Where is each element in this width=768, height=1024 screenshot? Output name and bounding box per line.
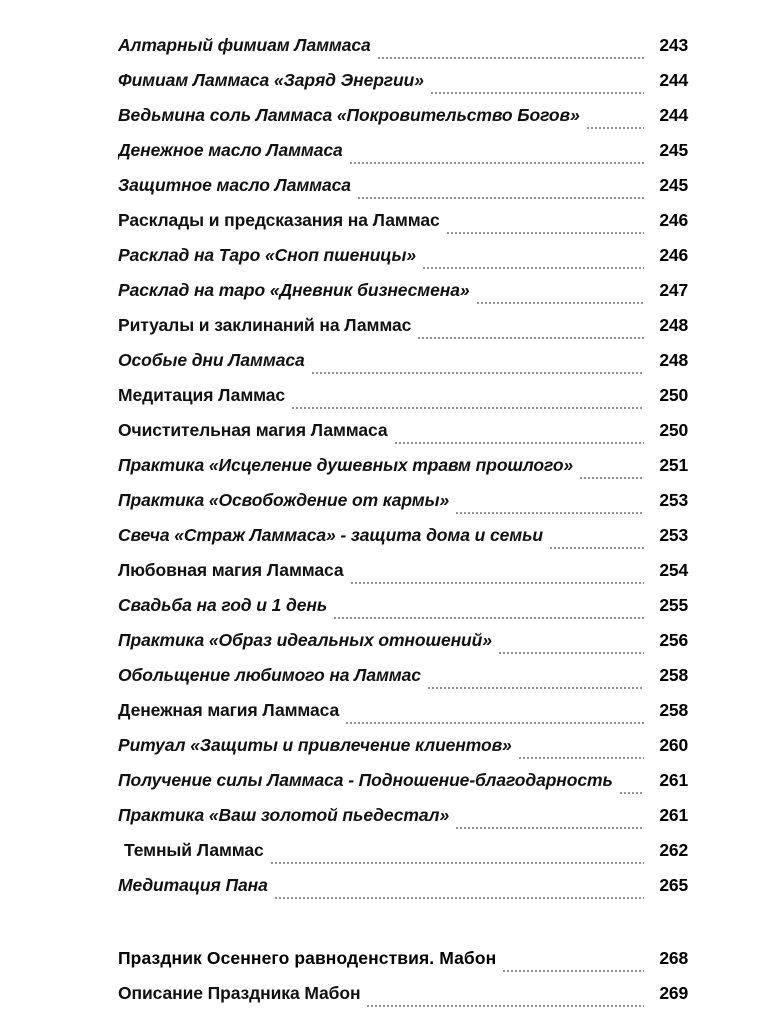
toc-dot-leader — [418, 326, 644, 343]
toc-entry-title: Очистительная магия Ламмаса — [118, 420, 388, 440]
toc-entry[interactable] — [118, 203, 688, 238]
toc-entry[interactable] — [118, 623, 688, 658]
toc-dot-leader — [395, 431, 644, 448]
toc-entry-page-number: 254 — [659, 560, 688, 580]
toc-entry[interactable] — [118, 693, 688, 728]
toc-entry-page-number: 243 — [659, 35, 688, 55]
toc-dot-leader — [275, 886, 644, 903]
toc-entry-page-number: 258 — [659, 665, 688, 685]
toc-entry[interactable] — [118, 518, 688, 553]
toc-entry-page-number: 255 — [659, 595, 688, 615]
toc-entry[interactable] — [118, 308, 688, 343]
toc-dot-leader — [499, 641, 644, 658]
toc-entry-title: Особые дни Ламмаса — [118, 350, 305, 370]
toc-dot-leader — [312, 361, 644, 378]
toc-entry-page-number: 250 — [659, 385, 688, 405]
toc-entry-title: Ритуал «Защиты и привлечение клиентов» — [118, 735, 512, 755]
toc-entry-page-number: 260 — [659, 735, 688, 755]
toc-entry-title: Защитное масло Ламмаса — [118, 175, 351, 195]
toc-dot-leader — [334, 606, 644, 623]
toc-entry-title: Медитация Пана — [118, 875, 268, 895]
toc-entry[interactable] — [118, 98, 688, 133]
toc-entry-title: Расклады и предсказания на Ламмас — [118, 210, 440, 230]
toc-entry[interactable] — [118, 728, 688, 763]
toc-entry-title: Расклад на Таро «Сноп пшеницы» — [118, 245, 416, 265]
toc-entry[interactable] — [118, 658, 688, 693]
toc-entry-title: Медитация Ламмас — [118, 385, 286, 405]
toc-entry-title: Практика «Образ идеальных отношений» — [118, 630, 492, 650]
toc-entry-page-number: 253 — [659, 525, 688, 545]
toc-entry-title: Любовная магия Ламмаса — [118, 560, 344, 580]
toc-dot-leader — [620, 781, 644, 798]
toc-entry-title: Свеча «Страж Ламмаса» - защита дома и семьи — [118, 525, 543, 545]
toc-dot-leader — [477, 291, 645, 308]
toc-dot-leader — [351, 571, 644, 588]
toc-entry[interactable] — [118, 378, 688, 413]
toc-dot-leader — [431, 81, 644, 98]
toc-entry-page-number: 244 — [659, 70, 688, 90]
toc-entry[interactable] — [118, 448, 688, 483]
toc-entry[interactable] — [118, 588, 688, 623]
toc-entry[interactable] — [118, 868, 688, 903]
toc-entry[interactable] — [118, 168, 688, 203]
toc-dot-leader — [292, 396, 644, 413]
toc-dot-leader — [271, 851, 644, 868]
toc-entry[interactable] — [118, 63, 688, 98]
toc-entry-title: Практика «Исцеление душевных травм прошлого» — [118, 455, 574, 475]
toc-dot-leader — [367, 994, 644, 1011]
toc-entry-page-number: 269 — [659, 983, 688, 1003]
toc-entry[interactable] — [118, 976, 688, 1011]
toc-entry-title: Денежное масло Ламмаса — [118, 140, 343, 160]
toc-dot-leader — [447, 221, 644, 238]
toc-entry-title: Алтарный фимиам Ламмаса — [118, 35, 371, 55]
toc-entry-page-number: 265 — [659, 875, 688, 895]
toc-entry-title: Фимиам Ламмаса «Заряд Энергии» — [118, 70, 424, 90]
toc-entry-title: Денежная магия Ламмаса — [118, 700, 340, 720]
toc-entry-title: Получение силы Ламмаса - Подношение-благодарность — [118, 770, 613, 790]
toc-dot-leader — [587, 116, 644, 133]
toc-entry-page-number: 245 — [659, 175, 688, 195]
toc-entry-page-number: 247 — [659, 280, 688, 300]
toc-entry-page-number: 250 — [659, 420, 688, 440]
toc-entry-page-number: 251 — [659, 455, 688, 475]
toc-entry-page-number: 245 — [659, 140, 688, 160]
toc-entry[interactable] — [118, 483, 688, 518]
toc-entry[interactable] — [118, 413, 688, 448]
toc-dot-leader — [346, 711, 644, 728]
toc-entry[interactable] — [118, 941, 688, 976]
toc-entry-title: Практика «Освобождение от кармы» — [118, 490, 450, 510]
toc-entry[interactable] — [118, 553, 688, 588]
toc-dot-leader — [428, 676, 644, 693]
toc-entry-page-number: 248 — [659, 350, 688, 370]
toc-dot-leader — [456, 816, 644, 833]
toc-entry-page-number: 261 — [659, 770, 688, 790]
toc-dot-leader — [519, 746, 644, 763]
toc-dot-leader — [378, 46, 644, 63]
toc-entry[interactable] — [118, 343, 688, 378]
toc-entry-title: Расклад на таро «Дневник бизнесмена» — [118, 280, 470, 300]
toc-entry[interactable] — [118, 238, 688, 273]
toc-entry-page-number: 244 — [659, 105, 688, 125]
toc-entry[interactable] — [118, 798, 688, 833]
toc-dot-leader — [550, 536, 644, 553]
toc-entry[interactable] — [118, 28, 688, 63]
toc-list — [118, 28, 688, 1011]
toc-entry-page-number: 246 — [659, 245, 688, 265]
toc-dot-leader — [580, 466, 644, 483]
toc-dot-leader — [358, 186, 644, 203]
toc-entry[interactable] — [118, 763, 688, 798]
toc-entry-title: Ритуалы и заклинаний на Ламмас — [118, 315, 412, 335]
toc-entry-page-number: 258 — [659, 700, 688, 720]
toc-entry-title: Свадьба на год и 1 день — [118, 595, 328, 615]
toc-entry[interactable] — [118, 133, 688, 168]
toc-entry-page-number: 246 — [659, 210, 688, 230]
toc-entry-page-number: 261 — [659, 805, 688, 825]
toc-entry-page-number: 262 — [659, 840, 688, 860]
toc-entry-page-number: 256 — [659, 630, 688, 650]
toc-entry-page-number: 248 — [659, 315, 688, 335]
toc-entry-title: Темный Ламмас — [124, 840, 264, 860]
toc-dot-leader — [456, 501, 644, 518]
toc-entry-title: Практика «Ваш золотой пьедестал» — [118, 805, 450, 825]
toc-entry-page-number: 268 — [659, 948, 688, 968]
toc-dot-leader — [350, 151, 644, 168]
toc-entry-title: Ведьмина соль Ламмаса «Покровительство Богов» — [118, 105, 580, 125]
toc-entry-title: Описание Праздника Мабон — [118, 983, 361, 1003]
toc-dot-leader — [503, 959, 644, 976]
toc-entry[interactable] — [118, 273, 688, 308]
toc-dot-leader — [423, 256, 644, 273]
toc-entry-title: Обольщение любимого на Ламмас — [118, 665, 421, 685]
toc-entry[interactable] — [118, 833, 688, 868]
toc-entry-title: Праздник Осеннего равноденствия. Мабон — [118, 948, 497, 968]
toc-entry-page-number: 253 — [659, 490, 688, 510]
